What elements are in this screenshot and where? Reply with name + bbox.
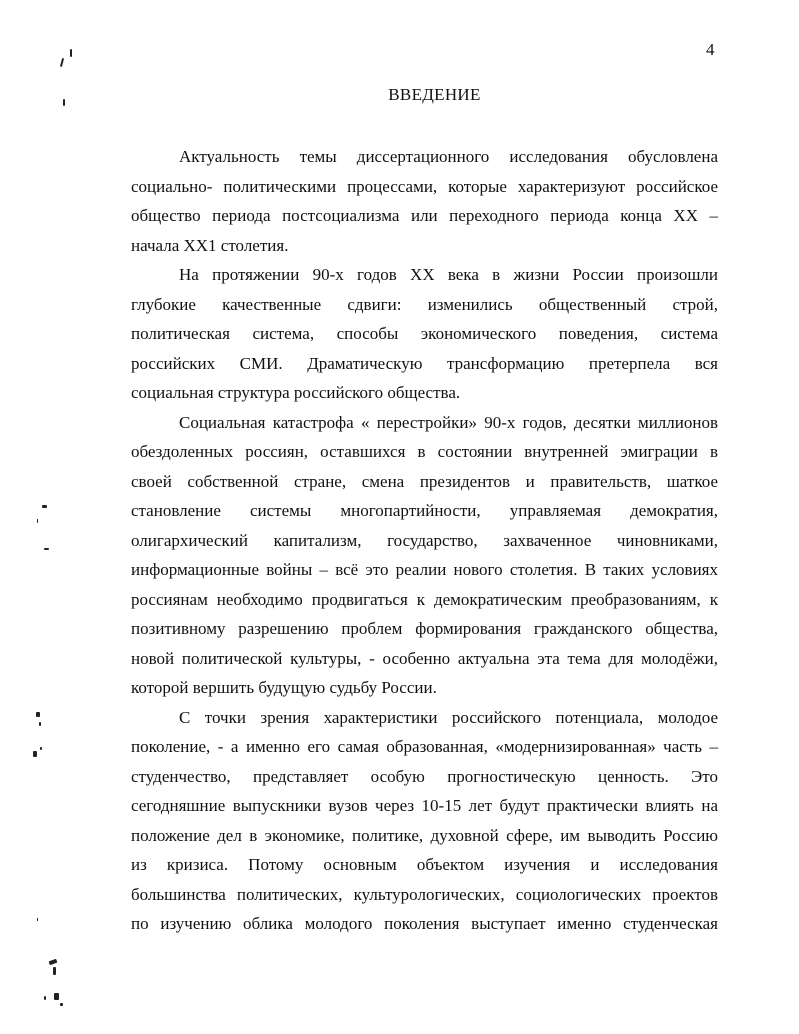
scan-mark bbox=[70, 49, 72, 57]
text-line: начала XX1 столетия. bbox=[131, 235, 289, 255]
text-line: социальная структура российского общества. bbox=[131, 383, 461, 402]
text-line: С точки зрения характеристики российского потенциала, молодое bbox=[179, 707, 718, 727]
page-title: ВВЕДЕНИЕ bbox=[388, 85, 481, 104]
text-line: российских СМИ. Драматическую трансформацию претерпела вся bbox=[131, 353, 718, 373]
text-line: поколение, - а именно его самая образованная, «модернизированная» часть – bbox=[131, 737, 718, 756]
scan-mark bbox=[44, 996, 46, 1000]
text-line: обездоленных россиян, оставшихся в состоянии внутренней эмиграции в bbox=[131, 442, 718, 461]
scan-mark bbox=[63, 99, 65, 106]
scan-mark bbox=[49, 959, 58, 965]
text-line: сегодняшние выпускники вузов через 10-15 лет будут практически влиять на bbox=[131, 796, 718, 815]
text-line: своей собственной стране, смена президентов и правительств, шаткое bbox=[131, 471, 718, 491]
text-line: по изучению облика молодого поколения выступает именно студенческая bbox=[131, 914, 718, 933]
scan-mark bbox=[54, 993, 59, 1000]
text-line: глубокие качественные сдвиги: изменились общественный строй, bbox=[131, 294, 718, 314]
text-line: Актуальность темы диссертационного исследования обусловлена bbox=[179, 147, 718, 166]
scan-mark bbox=[37, 918, 38, 921]
scan-mark bbox=[33, 751, 37, 757]
scan-mark bbox=[37, 519, 38, 523]
text-line: позитивному разрешению проблем формирования гражданского общества, bbox=[131, 619, 718, 638]
scan-mark bbox=[42, 505, 47, 508]
paragraph-4 bbox=[131, 703, 718, 939]
text-line: россиянам необходимо продвигаться к демократическим преобразованиям, к bbox=[131, 589, 718, 609]
text-line: общество периода постсоциализма или переходного периода конца XX – bbox=[131, 206, 718, 225]
text-line: большинства политических, культурологических, социологических проектов bbox=[131, 884, 718, 904]
paragraph-1 bbox=[131, 142, 718, 260]
paragraph-2 bbox=[131, 260, 718, 408]
text-line: которой вершить будущую судьбу России. bbox=[131, 678, 437, 697]
text-line: социально- политическими процессами, которые характеризуют российское bbox=[131, 176, 718, 196]
page-number: 4 bbox=[706, 40, 715, 59]
scan-mark bbox=[44, 548, 49, 550]
text-line: становление системы многопартийности, управляемая демократия, bbox=[131, 501, 718, 520]
scan-mark bbox=[60, 58, 64, 67]
scan-mark bbox=[40, 747, 42, 750]
text-line: положение дел в экономике, политике, духовной сфере, им выводить Россию bbox=[131, 825, 718, 845]
text-line: На протяжении 90-х годов XX века в жизни России произошли bbox=[179, 265, 718, 284]
scan-mark bbox=[36, 712, 40, 717]
paragraph-3 bbox=[131, 408, 718, 703]
text-line: олигархический капитализм, государство, захваченное чиновниками, bbox=[131, 530, 718, 550]
body-text bbox=[131, 142, 718, 939]
text-line: из кризиса. Потому основным объектом изучения и исследования bbox=[131, 855, 718, 874]
scan-mark bbox=[60, 1003, 63, 1006]
scan-mark bbox=[53, 967, 56, 975]
scan-mark bbox=[39, 722, 41, 726]
text-line: Социальная катастрофа « перестройки» 90-х годов, десятки миллионов bbox=[179, 412, 718, 432]
text-line: информационные войны – всё это реалии нового столетия. В таких условиях bbox=[131, 560, 718, 579]
text-line: политическая система, способы экономического поведения, система bbox=[131, 324, 718, 343]
text-line: новой политической культуры, - особенно актуальна эта тема для молодёжи, bbox=[131, 648, 718, 668]
text-line: студенчество, представляет особую прогностическую ценность. Это bbox=[131, 766, 718, 786]
